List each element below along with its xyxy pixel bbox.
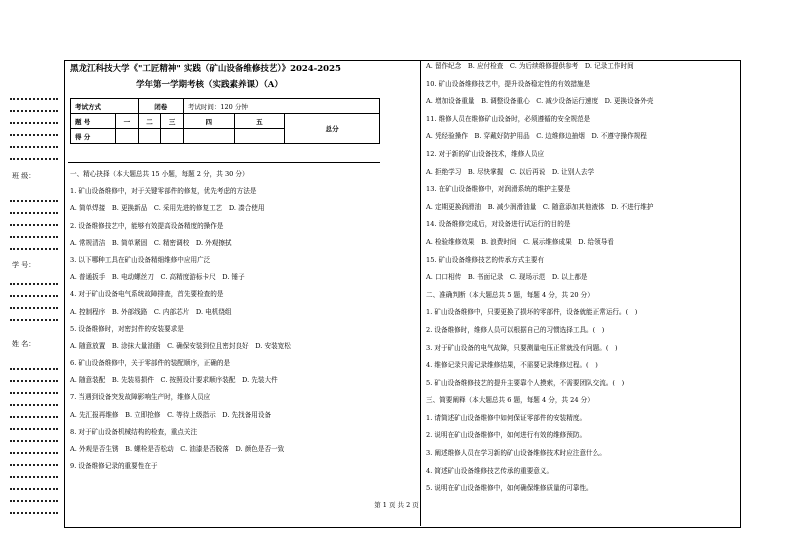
text-line: A. 拒绝学习 B. 尽快掌握 C. 以后再说 D. 让别人去学 — [426, 167, 595, 176]
exam-time: 考试时间：120 分钟 — [183, 99, 379, 114]
binding-dots — [10, 440, 58, 445]
text-line: 6. 矿山设备维修中，关于零部件的装配顺序，正确的是 — [70, 359, 231, 368]
section-4: 四 — [183, 114, 234, 129]
row-label-num: 题 号 — [71, 114, 116, 129]
section-1: 一 — [116, 114, 139, 129]
text-line: 2. 设备维修技艺中，能够有效提高设备精度的操作是 — [70, 221, 224, 230]
page-footer: 第 1 页 共 2 页 — [374, 501, 419, 509]
binding-dots — [10, 212, 58, 217]
divider-line — [68, 162, 380, 163]
text-line: A. 常规清洁 B. 简单紧固 C. 精密调校 D. 外观擦拭 — [70, 238, 232, 247]
text-line: 10. 矿山设备维修技艺中，提升设备稳定性的有效措施是 — [426, 79, 591, 88]
text-line: 4. 维修记录只需记录维修结果，不需要记录维修过程。( ) — [426, 361, 598, 370]
binding-dots — [10, 380, 58, 385]
id-label: 学 号： — [12, 261, 36, 269]
binding-dots — [10, 98, 58, 103]
binding-dots — [10, 464, 58, 469]
binding-dots — [10, 283, 58, 288]
text-line: 3. 对于矿山设备的电气故障，只要测量电压正常就没有问题。( ) — [426, 343, 618, 352]
text-line: 11. 维修人员在维修矿山设备时，必须遵循的安全规范是 — [426, 114, 591, 123]
text-line: 二、准确判断（本大题总共 5 题，每题 4 分，共 20 分） — [426, 290, 594, 299]
text-line: A. 检验维修效果 B. 浪费时间 C. 展示维修成果 D. 给领导看 — [426, 237, 614, 246]
binding-dots — [10, 368, 58, 373]
page-title-line1: 黑龙江科技大学《"工匠精神" 实践（矿山设备维修技艺）》2024-2025 — [70, 64, 341, 74]
text-line: 8. 对于矿山设备机械结构的检查，重点关注 — [70, 427, 198, 436]
text-line: 9. 设备维修记录的重要性在于 — [70, 462, 158, 471]
text-line: A. 先汇报再维修 B. 立即抢修 C. 等待上级指示 D. 先找备用设备 — [70, 410, 272, 419]
text-line: 13. 在矿山设备维修中，对润滑系统的维护主要是 — [426, 185, 571, 194]
binding-dots — [10, 476, 58, 481]
score-cell[interactable] — [116, 129, 139, 144]
score-cell[interactable] — [234, 129, 285, 144]
binding-dots — [10, 200, 58, 205]
text-line: A. 凭经验操作 B. 穿戴好防护用品 C. 边维修边抽烟 D. 不遵守操作规程 — [426, 132, 647, 141]
binding-dots — [10, 146, 58, 151]
binding-dots — [10, 428, 58, 433]
text-line: A. 简单焊接 B. 更换新品 C. 采用先进的修复工艺 D. 凑合使用 — [70, 204, 265, 213]
binding-dots — [10, 236, 58, 241]
text-line: 15. 矿山设备维修技艺的传承方式主要有 — [426, 255, 545, 264]
binding-dots — [10, 134, 58, 139]
binding-dots — [10, 512, 58, 517]
text-line: 7. 当遇到设备突发故障影响生产时，维修人员应 — [70, 393, 211, 402]
class-label: 班 级： — [12, 172, 36, 180]
text-line: 1. 矿山设备维修中，对于关键零部件的修复，优先考虑的方法是 — [70, 187, 257, 196]
text-line: 5. 矿山设备维修技艺的提升主要靠个人摸索，不需要团队交流。( ) — [426, 378, 625, 387]
score-cell[interactable] — [161, 129, 184, 144]
binding-strip — [4, 55, 58, 525]
text-line: 4. 简述矿山设备维修技艺传承的重要意义。 — [426, 466, 554, 475]
section-5: 五 — [234, 114, 285, 129]
page-title-line2: 学年第一学期考核（实践素养课）（A） — [136, 80, 283, 90]
binding-dots — [10, 488, 58, 493]
binding-dots — [10, 224, 58, 229]
binding-dots — [10, 319, 58, 324]
text-line: A. 口口相传 B. 书面记录 C. 现场示范 D. 以上都是 — [426, 273, 588, 282]
binding-dots — [10, 295, 58, 300]
name-label: 姓 名： — [12, 340, 36, 348]
text-line: 3. 阐述维修人员在学习新的矿山设备维修技术时应注意什么。 — [426, 449, 606, 458]
text-line: A. 增加设备重量 B. 调整设备重心 C. 减少设备运行速度 D. 更换设备外壳 — [426, 97, 654, 106]
text-line: A. 外观是否生锈 B. 螺栓是否松动 C. 油漆是否脱落 D. 颜色是否一致 — [70, 445, 285, 453]
exam-method-value: 闭卷 — [138, 99, 183, 114]
row-label-score: 得 分 — [71, 129, 116, 144]
binding-dots — [10, 392, 58, 397]
text-line: 三、简要阐释（本大题总共 6 题，每题 4 分，共 24 分） — [426, 396, 594, 405]
binding-dots — [10, 158, 58, 163]
text-line: 4. 对于矿山设备电气系统故障排查，首先要检查的是 — [70, 290, 224, 299]
section-3: 三 — [161, 114, 184, 129]
binding-dots — [10, 307, 58, 312]
score-cell[interactable] — [183, 129, 234, 144]
text-line: 12. 对于新的矿山设备技术，维修人员应 — [426, 149, 545, 158]
section-2: 二 — [138, 114, 161, 129]
text-line: A. 留作纪念 B. 应付检查 C. 为后续维修提供参考 D. 记录工作时间 — [426, 62, 634, 70]
binding-dots — [10, 452, 58, 457]
text-line: 14. 设备维修完成后，对设备进行试运行的目的是 — [426, 220, 571, 229]
binding-dots — [10, 416, 58, 421]
text-line: A. 普通扳手 B. 电动螺丝刀 C. 高精度游标卡尺 D. 锤子 — [70, 273, 245, 282]
text-line: A. 随意装配 B. 先装易损件 C. 按照设计要求顺序装配 D. 先装大件 — [70, 376, 278, 385]
right-column — [426, 58, 653, 498]
text-line: 2. 设备维修时，维修人员可以根据自己的习惯选择工具。( ) — [426, 325, 605, 334]
total-label: 总分 — [285, 114, 380, 144]
exam-method-label: 考试方式 — [71, 99, 139, 114]
left-column — [70, 166, 291, 475]
text-line: 2. 说明在矿山设备维修中，如何进行有效的维修预防。 — [426, 431, 587, 440]
score-cell[interactable] — [138, 129, 161, 144]
text-line: 3. 以下哪种工具在矿山设备精细维修中应用广泛 — [70, 255, 211, 264]
binding-dots — [10, 122, 58, 127]
score-table — [70, 98, 380, 144]
text-line: 5. 说明在矿山设备维修中，如何确保维修质量的可靠性。 — [426, 484, 593, 493]
binding-dots — [10, 248, 58, 253]
text-line: 1. 请简述矿山设备维修中如何保证零部件的安装精度。 — [426, 413, 587, 422]
column-divider — [420, 60, 421, 526]
binding-dots — [10, 404, 58, 409]
text-line: A. 随意放置 B. 涂抹大量油脂 C. 确保安装到位且密封良好 D. 安装宽松 — [70, 341, 291, 350]
text-line: A. 控制程序 B. 外部线路 C. 内部芯片 D. 电机绕组 — [70, 307, 232, 316]
text-line: A. 定期更换润滑油 B. 减少润滑油量 C. 随意添加其他液体 D. 不进行维护 — [426, 202, 654, 211]
binding-dots — [10, 110, 58, 115]
text-line: 1. 矿山设备维修中，只要更换了损坏的零部件，设备就能正常运行。( ) — [426, 308, 638, 317]
text-line: 5. 设备维修时，对密封件的安装要求是 — [70, 324, 184, 333]
text-line: 一、精心抉择（本大题总共 15 小题，每题 2 分，共 30 分） — [70, 170, 249, 178]
